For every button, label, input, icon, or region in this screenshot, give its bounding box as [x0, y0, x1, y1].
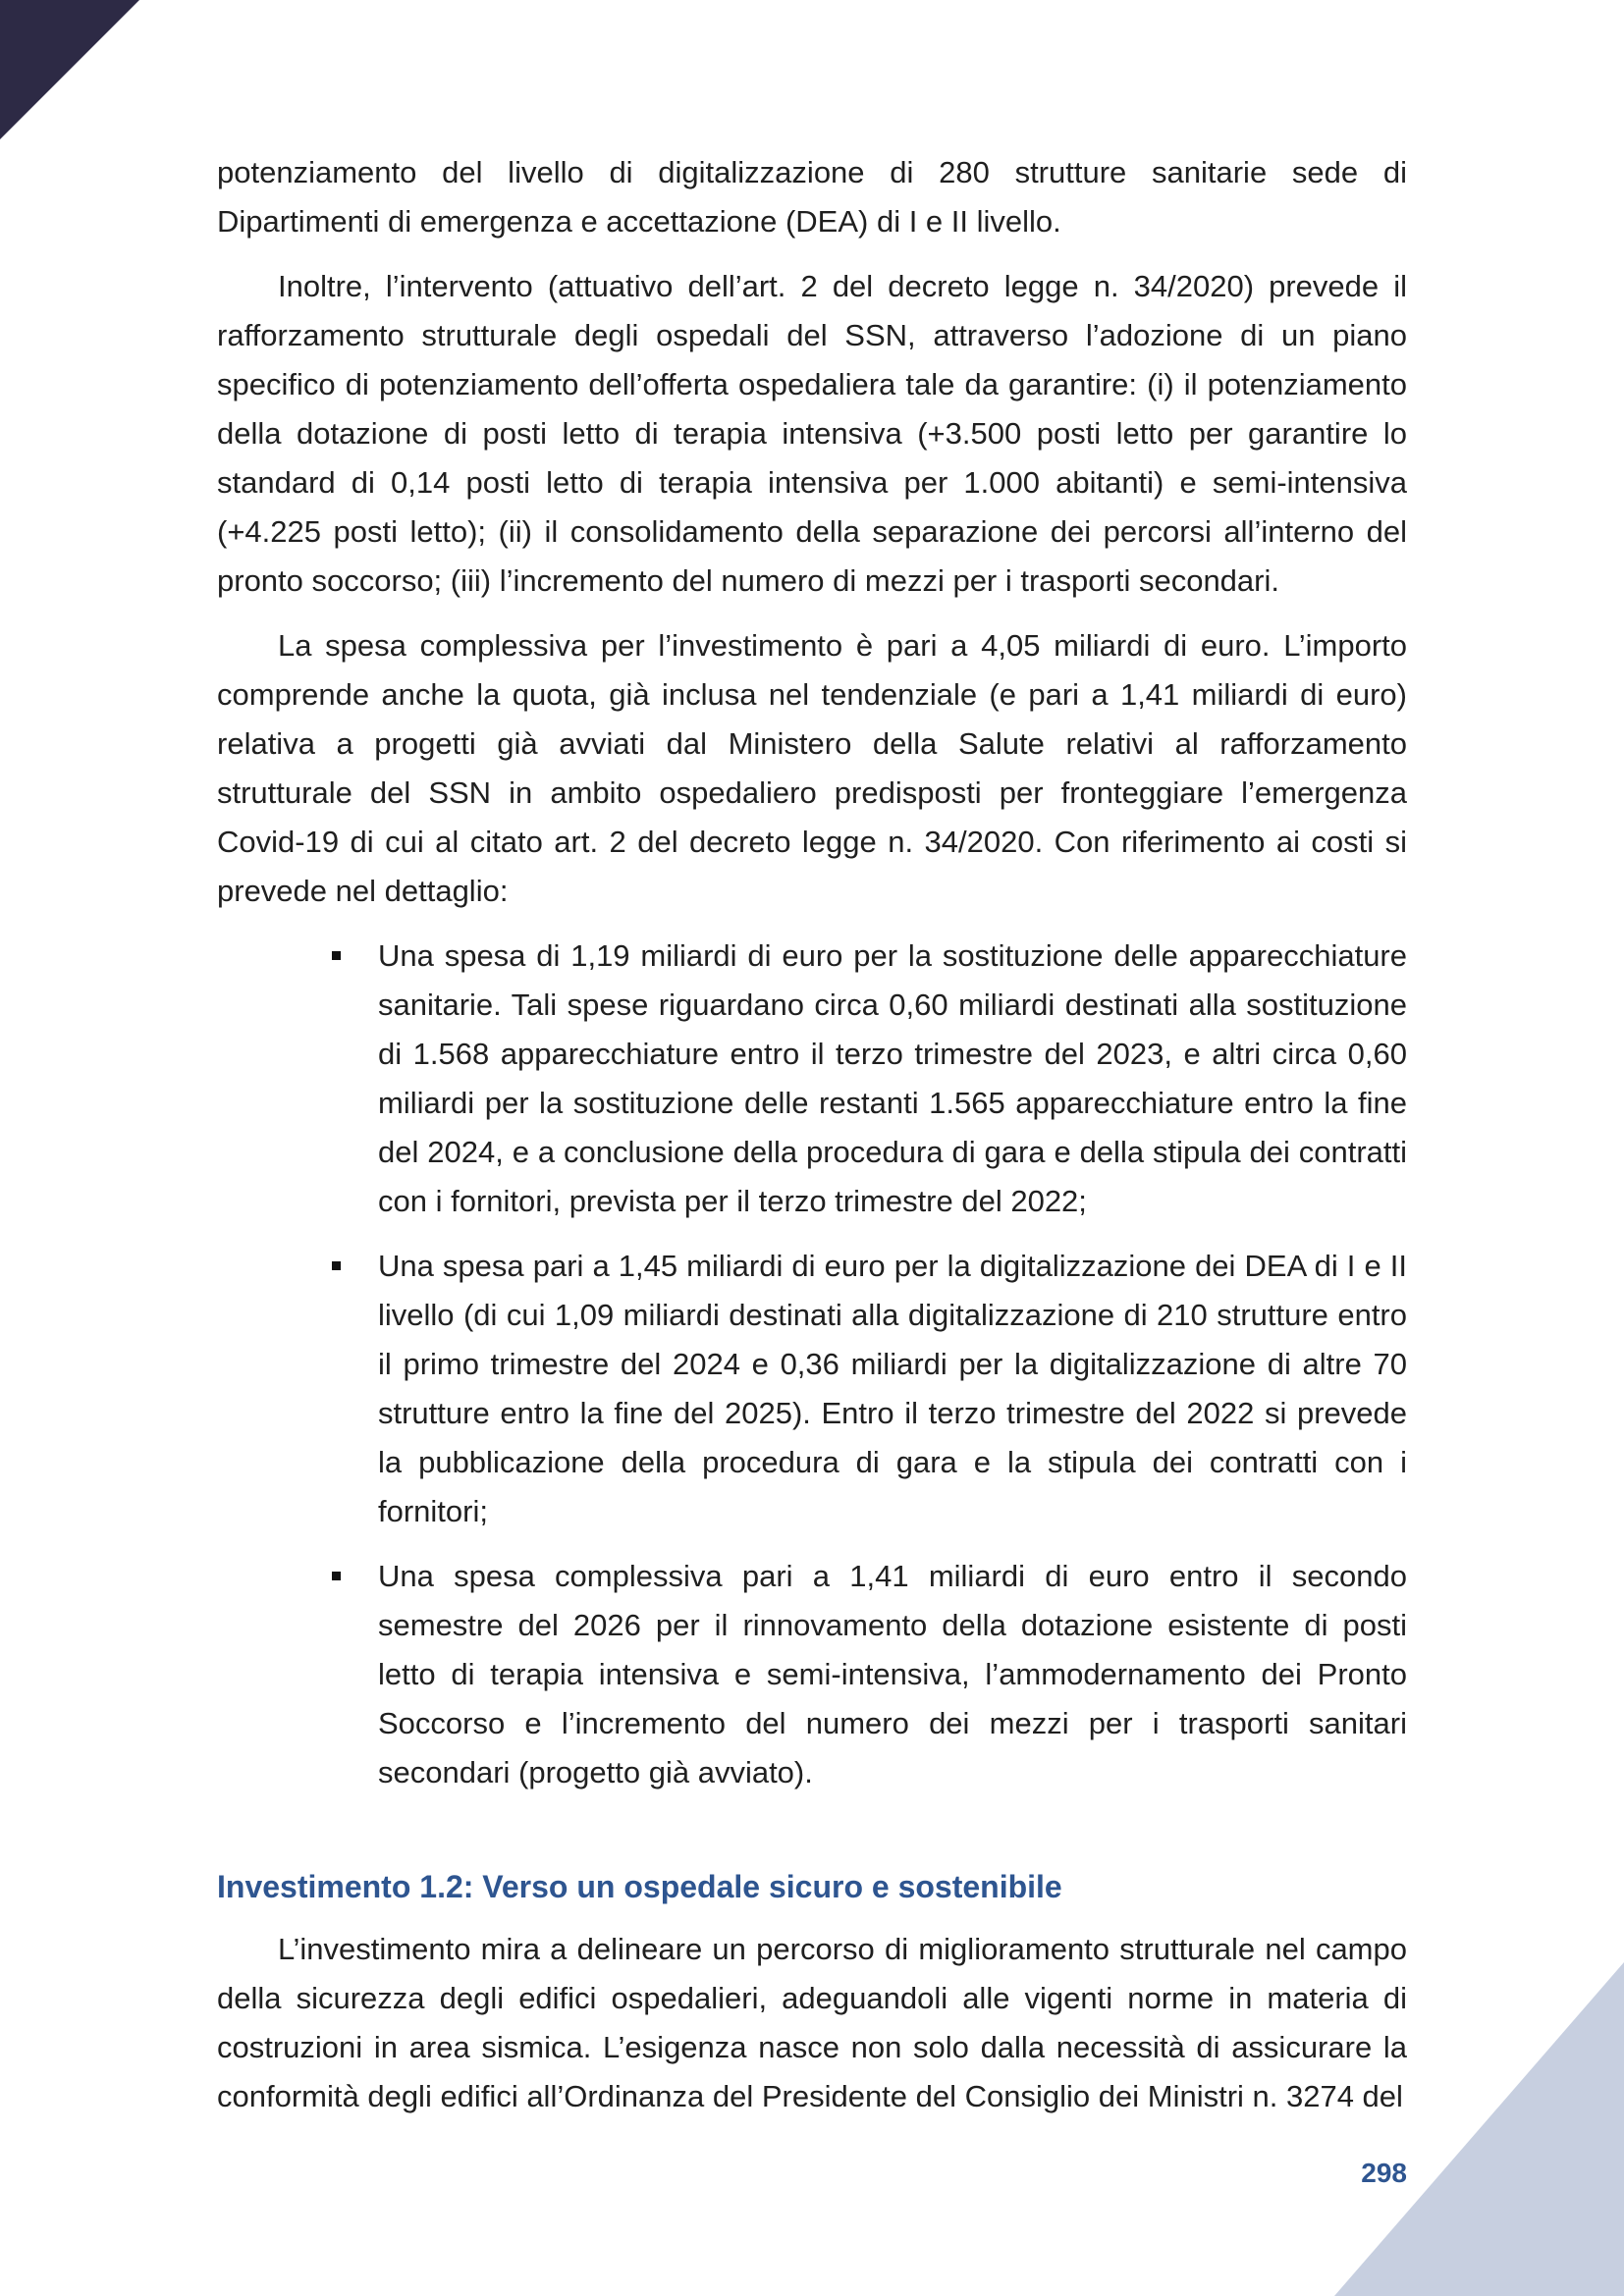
square-bullet-icon [332, 1572, 341, 1580]
paragraph-investimento: L’investimento mira a delineare un percorso di miglioramento strutturale nel campo della sicurezza degli edifici ospedalieri, adeguandoli alle vigenti norme in materia di costruzioni in area sismica. L’esigenza nasce non solo dalla necessità di assicurare la conformità degli edifici all’Ordinanza del Presidente del Consiglio dei Ministri n. 3274 del [217, 1932, 1407, 2113]
page-number: 298 [1361, 2158, 1407, 2188]
paragraph-continuation: potenziamento del livello di digitalizzazione di 280 strutture sanitarie sede di Dipartimenti di emergenza e accettazione (DEA) di I e II livello. [217, 155, 1407, 239]
list-item [378, 1242, 1407, 1536]
section-heading: Investimento 1.2: Verso un ospedale sicuro e sostenibile [217, 1869, 1062, 1904]
page-content [217, 148, 1407, 2137]
paragraph-intervento: Inoltre, l’intervento (attuativo dell’art. 2 del decreto legge n. 34/2020) prevede il rafforzamento strutturale degli ospedali del SSN, attraverso l’adozione di un piano specifico di potenziamento dell’offerta ospedaliera tale da garantire: (i) il potenziamento della dotazione di posti letto di terapia intensiva (+3.500 posti letto per garantire lo standard di 0,14 posti letto di terapia intensiva per 1.000 abitanti) e semi-intensiva (+4.225 posti letto); (ii) il consolidamento della separazione dei percorsi all’interno del pronto soccorso; (iii) l’incremento del numero di mezzi per i trasporti secondari. [217, 269, 1407, 598]
paragraph-spesa: La spesa complessiva per l’investimento è pari a 4,05 miliardi di euro. L’importo comprende anche la quota, già inclusa nel tendenziale (e pari a 1,41 miliardi di euro) relativa a progetti già avviati dal Ministero della Salute relativi al rafforzamento strutturale del SSN in ambito ospedaliero predisposti per fronteggiare l’emergenza Covid-19 di cui al citato art. 2 del decreto legge n. 34/2020. Con riferimento ai costi si prevede nel dettaglio: [217, 628, 1407, 908]
list-item-text: Una spesa di 1,19 miliardi di euro per la sostituzione delle apparecchiature sanitarie. Tali spese riguardano circa 0,60 miliardi destinati alla sostituzione di 1.568 apparecchiature entro il terzo trimestre del 2023, e altri circa 0,60 miliardi per la sostituzione delle restanti 1.565 apparecchiature entro la fine del 2024, e a conclusione della procedura di gara e della stipula dei contratti con i fornitori, prevista per il terzo trimestre del 2022; [378, 938, 1407, 1218]
square-bullet-icon [332, 951, 341, 960]
square-bullet-icon [332, 1261, 341, 1270]
list-item [378, 932, 1407, 1226]
list-item [378, 1552, 1407, 1797]
corner-decoration-top-left [0, 0, 139, 139]
list-item-text: Una spesa pari a 1,45 miliardi di euro per la digitalizzazione dei DEA di I e II livello (di cui 1,09 miliardi destinati alla digitalizzazione di 210 strutture entro il primo trimestre del 2024 e 0,36 miliardi per la digitalizzazione di altre 70 strutture entro la fine del 2025). Entro il terzo trimestre del 2022 si prevede la pubblicazione della procedura di gara e la stipula dei contratti con i fornitori; [378, 1249, 1407, 1528]
cost-bullet-list [217, 932, 1407, 1797]
list-item-text: Una spesa complessiva pari a 1,41 miliardi di euro entro il secondo semestre del 2026 per il rinnovamento della dotazione esistente di posti letto di terapia intensiva e semi-intensiva, l’ammodernamento dei Pronto Soccorso e l’incremento del numero dei mezzi per i trasporti sanitari secondari (progetto già avviato). [378, 1559, 1407, 1789]
